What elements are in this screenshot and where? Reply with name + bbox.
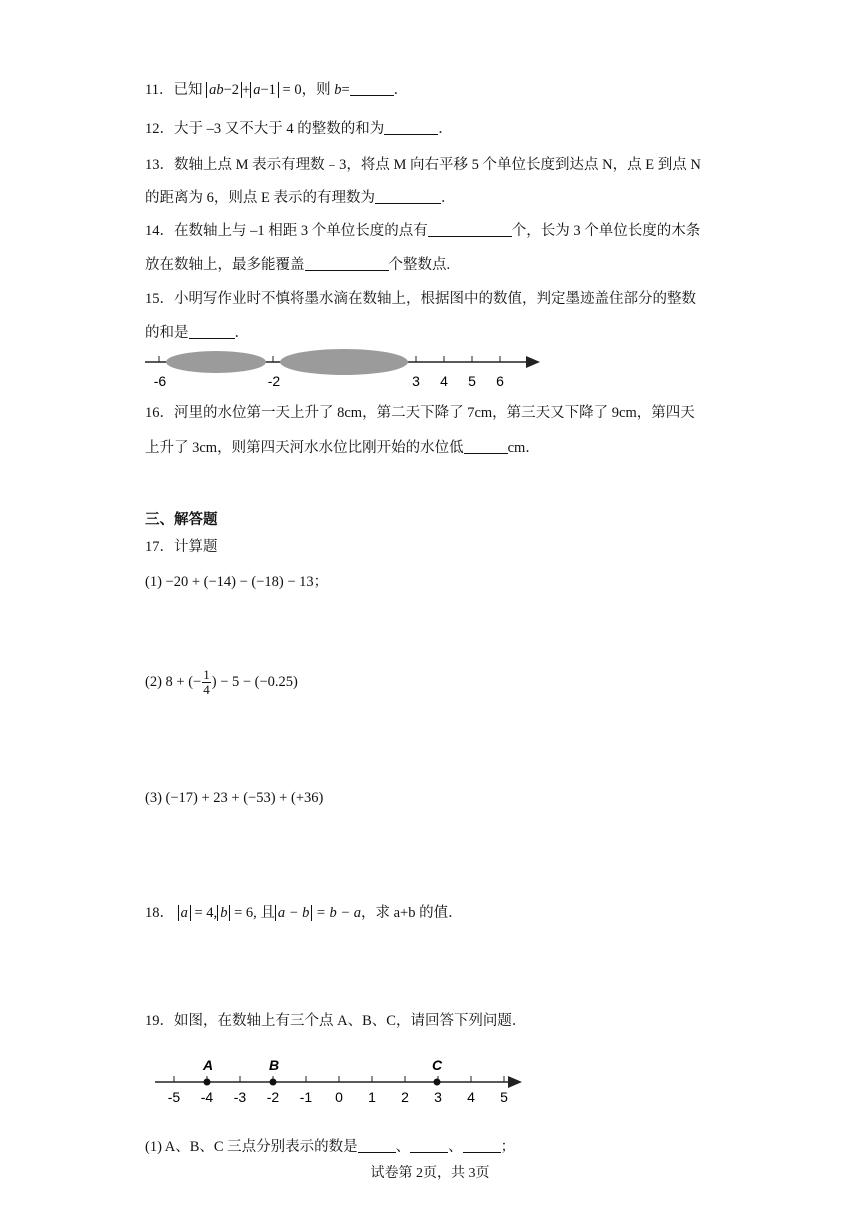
q15-axis-arrow [526,356,540,368]
q11-expr-d: −1 [260,82,276,98]
q15-axis-label: 5 [468,373,476,389]
q19-axis-arrow [508,1076,522,1088]
q12-text: 12．大于 –3 又不大于 4 的整数的和为 [145,121,385,137]
q11-suffix: = [341,82,350,98]
q17-part-2-expr-a: 8 + (− [165,673,202,690]
q17-fraction-numerator: 1 [203,667,210,682]
q13-line-1-text: 13．数轴上点 M 表示有理数﹣3，将点 M 向右平移 5 个单位长度到达点 N，点 E 到点 N [145,157,701,173]
q11-prefix: 11．已知 [145,82,203,98]
q19-answer-blank-a[interactable] [358,1138,396,1153]
q19-answer-blank-c[interactable] [463,1138,501,1153]
q19-point-a [204,1079,211,1086]
q18-eq-1: = 4, [190,905,218,921]
q11-answer-blank[interactable] [350,81,394,96]
q11-expr-a: ab [209,82,224,98]
q15-axis-label: 3 [412,373,420,389]
q13-answer-blank[interactable] [375,189,441,204]
q15-axis-label: 6 [496,373,504,389]
question-12 [145,117,453,138]
q19-axis-label: 5 [500,1089,508,1105]
q18-eq-3: = b − a [312,905,361,921]
q15-ink-blot-right [280,349,408,375]
q15-ink-blot-left [166,351,266,373]
q16-line-2a: 上升了 3cm，则第四天河水水位比刚开始的水位低 [145,440,464,456]
q14-line-1b: 个，长为 3 个单位长度的木条 [511,223,701,239]
q14-answer-blank-2[interactable] [305,256,389,271]
q17-part-2 [145,668,298,697]
q17-part-2-label: (2) [145,673,162,690]
q19-axis-label: 2 [401,1089,409,1105]
q19-number-line [150,1052,530,1107]
question-16-line-1 [145,401,695,422]
q18-abs-a-minus-b: a − b [275,905,313,921]
q19-axis-label: 4 [467,1089,475,1105]
page-footer: 试卷第 2页，共 3页 [370,1166,490,1181]
q19-axis-label: 1 [368,1089,376,1105]
q16-answer-blank[interactable] [464,439,508,454]
q19-axis-label: -3 [233,1089,247,1105]
q17-part-2-expr-b: ) − 5 − (−0.25) [211,673,298,690]
q14-line-2b: 个整数点. [388,257,451,273]
question-15-line-2 [145,321,249,342]
q12-end: ． [438,121,453,137]
question-18 [145,901,463,922]
q18-abs-b: b [217,905,230,921]
q17-part-3: (3) (−17) + 23 + (−53) + (+36) [145,790,324,806]
q15-number-line [140,345,550,390]
question-11 [145,78,408,99]
q19-point-c [434,1079,441,1086]
q19-axis-label: 3 [434,1089,442,1105]
q19-axis-label: -2 [266,1089,280,1105]
q18-prefix: 18． [145,905,174,921]
q11-end: ． [393,82,409,98]
question-14-line-2 [145,253,450,274]
q11-plus: + [242,82,251,98]
q11-mid: ，则 [301,82,335,98]
q19-point-b [270,1079,277,1086]
question-13-line-1 [145,153,701,174]
q14-line-1a: 14．在数轴上与 –1 相距 3 个单位长度的点有 [145,223,428,239]
question-16-line-2 [145,436,540,457]
q19-part-1-text: (1) A、B、C 三点分别表示的数是 [145,1139,358,1155]
q17-fraction [202,668,211,697]
q13-end: ． [440,190,456,206]
question-19: 19．如图，在数轴上有三个点 A、B、C，请回答下列问题． [145,1013,527,1029]
q19-axis-label: -1 [299,1089,313,1105]
q19-axis-label: -4 [200,1089,214,1105]
q11-expr-b: −2 [223,82,240,98]
q19-separator: 、 [448,1139,463,1155]
q11-eq: = 0 [278,82,302,98]
question-15-line-1 [145,287,696,308]
q15-end: ． [234,325,249,341]
q15-line-1-text: 15．小明写作业时不慎将墨水滴在数轴上，根据图中的数值，判定墨迹盖住部分的整数 [145,291,696,307]
q17-part-1: (1) −20 + (−14) − (−18) − 13； [145,574,329,590]
q19-answer-blank-b[interactable] [410,1138,448,1153]
q19-point-label: B [268,1057,280,1073]
q19-part-1 [145,1135,515,1156]
q13-line-2-text: 的距离为 6，则点 E 表示的有理数为 [145,190,375,206]
q19-axis-label: 0 [335,1089,343,1105]
q19-end: ； [500,1139,516,1155]
q16-line-2b: cm． [507,440,540,456]
q18-eq-2: = 6, 且 [230,905,275,921]
q15-axis-label: 4 [440,373,448,389]
q17-fraction-denominator: 4 [203,682,210,697]
q18-abs-a: a [178,905,191,921]
q18-suffix: ，求 a+b 的值． [361,905,463,921]
q19-separator: 、 [395,1139,411,1155]
q15-axis-label: -6 [153,373,167,389]
q14-line-2a: 放在数轴上，最多能覆盖 [145,257,305,273]
q14-answer-blank-1[interactable] [428,222,512,237]
question-14-line-1 [145,219,700,240]
q19-ticks [168,1076,508,1105]
q15-answer-blank[interactable] [189,324,235,339]
q11-var: b [334,82,342,98]
section-3-heading: 三、解答题 [145,512,218,528]
q19-axis-label: -5 [167,1089,181,1105]
q11-expr-c: a [253,82,261,98]
q15-line-2-text: 的和是 [145,325,189,341]
question-17-title: 17．计算题 [145,539,218,555]
q11-abs-2 [250,82,279,98]
q19-point-label: C [431,1057,443,1073]
q19-point-label: A [202,1057,214,1073]
q16-line-1-text: 16．河里的水位第一天上升了 8cm，第二天下降了 7cm，第三天又下降了 9cm，第四天 [145,405,695,421]
q15-axis-label: -2 [267,373,281,389]
q12-answer-blank[interactable] [384,120,438,135]
q11-abs-1 [206,82,242,98]
question-13-line-2 [145,186,455,207]
